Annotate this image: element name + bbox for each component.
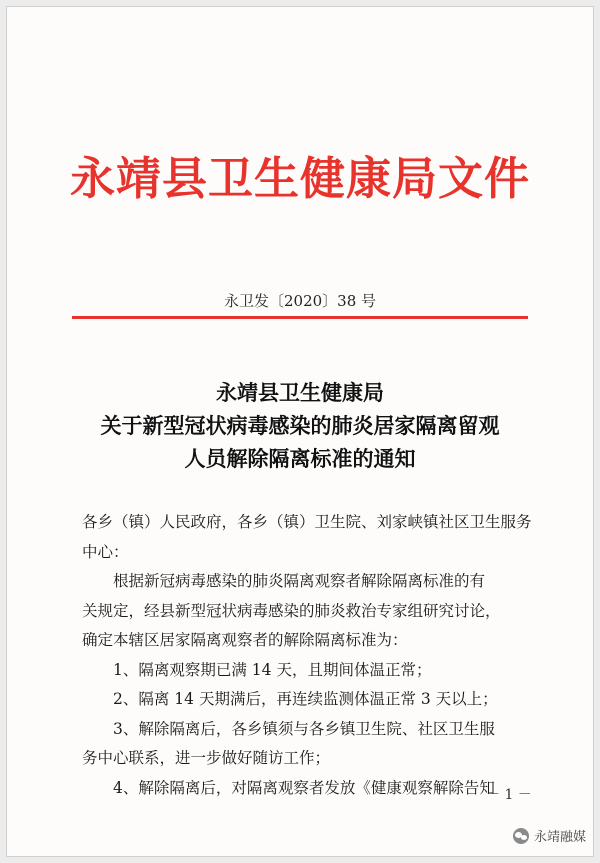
notice-title-line-3: 人员解除隔离标准的通知 bbox=[184, 446, 416, 471]
body-line: 关规定，经县新型冠状病毒感染的肺炎救治专家组研究讨论， bbox=[82, 601, 501, 620]
body-line: 务中心联系，进一步做好随访工作； bbox=[82, 749, 331, 767]
body-line: 4、解除隔离后，对隔离观察者发放《健康观察解除告知 bbox=[113, 778, 495, 797]
notice-title bbox=[0, 376, 600, 475]
body-line: 1、隔离观察期已满 14 天，且期间体温正常； bbox=[113, 660, 432, 679]
body-line: 根据新冠病毒感染的肺炎隔离观察者解除隔离标准的有 bbox=[113, 572, 486, 590]
notice-title-line-1: 永靖县卫生健康局 bbox=[216, 380, 384, 405]
watermark-text: 永靖融媒 bbox=[533, 830, 586, 845]
notice-body bbox=[82, 508, 532, 803]
body-line: 确定本辖区居家隔离观察者的解除隔离标准为： bbox=[82, 631, 408, 649]
body-line: 中心： bbox=[82, 542, 129, 561]
document-header-title: 永靖县卫生健康局文件 bbox=[69, 152, 530, 205]
body-line: 2、隔离 14 天期满后，再连续监测体温正常 3 天以上； bbox=[113, 690, 498, 708]
body-line: 3、解除隔离后，各乡镇须与各乡镇卫生院、社区卫生服 bbox=[113, 719, 495, 738]
page-number: － 1 － bbox=[486, 787, 532, 803]
notice-title-line-2: 关于新型冠状病毒感染的肺炎居家隔离留观 bbox=[100, 413, 500, 438]
red-divider-line bbox=[72, 316, 528, 319]
body-line: 各乡（镇）人民政府，各乡（镇）卫生院、刘家峡镇社区卫生服务 bbox=[82, 513, 532, 531]
watermark bbox=[513, 826, 586, 845]
wechat-icon bbox=[513, 828, 529, 844]
document-number: 永卫发〔2020〕38 号 bbox=[223, 292, 377, 310]
